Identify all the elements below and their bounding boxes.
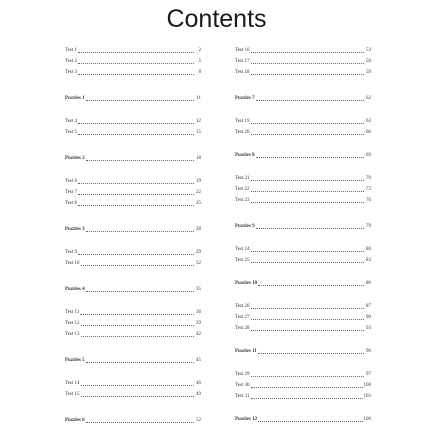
- toc-entry-puzzles[interactable]: [65, 355, 201, 364]
- toc-entry-label: Test 24: [235, 247, 250, 252]
- toc-entry-label: Test 7: [65, 190, 78, 195]
- toc-entry-label: Test 3: [65, 70, 78, 75]
- toc-entry-page-number: 5: [198, 59, 201, 64]
- toc-entry-test[interactable]: [65, 258, 201, 267]
- dot-leader: [251, 262, 364, 263]
- dot-leader: [251, 74, 364, 75]
- toc-entry-label: Puzzles 10: [235, 281, 258, 286]
- toc-entry-label: Test 29: [235, 372, 250, 377]
- toc-entry-label: Test 19: [235, 119, 250, 124]
- toc-entry-page-number: 96: [366, 349, 371, 354]
- toc-entry-test[interactable]: [235, 173, 371, 182]
- dot-leader: [81, 396, 194, 397]
- toc-entry-test[interactable]: [65, 187, 201, 196]
- toc-entry-page-number: 56: [366, 59, 371, 64]
- toc-entry-test[interactable]: [65, 127, 201, 136]
- toc-entry-test[interactable]: [65, 389, 201, 398]
- dot-leader: [78, 183, 194, 184]
- dot-leader: [81, 325, 194, 326]
- toc-entry-label: Puzzles 4: [65, 287, 85, 292]
- toc-entry-test[interactable]: [235, 195, 371, 204]
- toc-entry-label: Test 9: [65, 250, 78, 255]
- dot-leader: [78, 134, 194, 135]
- toc-entry-label: Test 15: [65, 392, 80, 397]
- toc-entry-test[interactable]: [65, 378, 201, 387]
- dot-leader: [86, 291, 194, 292]
- dot-leader: [251, 63, 364, 64]
- dot-leader: [251, 308, 364, 309]
- toc-entry-page-number: 86: [366, 281, 371, 286]
- toc-entry-page-number: 80: [366, 247, 371, 252]
- toc-entry-label: Test 12: [65, 321, 80, 326]
- dot-leader: [251, 202, 364, 203]
- toc-entry-test[interactable]: [235, 391, 371, 400]
- toc-entry-page-number: 25: [196, 201, 201, 206]
- toc-entry-test[interactable]: [235, 184, 371, 193]
- toc-entry-test[interactable]: [65, 318, 201, 327]
- toc-entry-label: Test 20: [235, 130, 250, 135]
- toc-entry-test[interactable]: [235, 56, 371, 65]
- toc-entry-label: Test 22: [235, 187, 250, 192]
- dot-leader: [251, 134, 364, 135]
- toc-entry-page-number: 103: [363, 394, 371, 399]
- toc-entry-page-number: 8: [198, 70, 201, 75]
- toc-entry-page-number: 90: [366, 315, 371, 320]
- dot-leader: [251, 180, 364, 181]
- toc-entry-page-number: 2: [198, 48, 201, 53]
- toc-entry-test[interactable]: [235, 116, 371, 125]
- dot-leader: [78, 52, 194, 53]
- dot-leader: [86, 362, 194, 363]
- dot-leader: [258, 353, 364, 354]
- toc-entry-label: Test 14: [65, 381, 80, 386]
- toc-entry-label: Puzzles 12: [235, 417, 258, 422]
- toc-left-column: [65, 0, 201, 433]
- toc-entry-page-number: 87: [366, 304, 371, 309]
- toc-entry-page-number: 79: [366, 224, 371, 229]
- toc-entry-page-number: 59: [366, 70, 371, 75]
- toc-entry-label: Test 21: [235, 176, 250, 181]
- toc-entry-label: Test 6: [65, 179, 78, 184]
- toc-entry-label: Test 25: [235, 258, 250, 263]
- dot-leader: [86, 422, 194, 423]
- dot-leader: [251, 398, 363, 399]
- dot-leader: [251, 123, 364, 124]
- toc-entry-puzzles[interactable]: [235, 221, 371, 230]
- page-title: Contents: [166, 5, 267, 33]
- toc-entry-page-number: 62: [366, 96, 371, 101]
- toc-entry-test[interactable]: [65, 45, 201, 54]
- dot-leader: [251, 387, 363, 388]
- toc-entry-page-number: 15: [196, 130, 201, 135]
- dot-leader: [251, 376, 364, 377]
- dot-leader: [86, 160, 194, 161]
- toc-entry-puzzles[interactable]: [235, 414, 371, 423]
- toc-entry-test[interactable]: [65, 176, 201, 185]
- toc-entry-label: Puzzles 3: [65, 227, 85, 232]
- toc-entry-page-number: 69: [366, 153, 371, 158]
- toc-entry-test[interactable]: [235, 244, 371, 253]
- toc-entry-label: Test 8: [65, 201, 78, 206]
- toc-entry-puzzles[interactable]: [65, 284, 201, 293]
- toc-entry-page-number: 97: [366, 372, 371, 377]
- toc-entry-page-number: 73: [366, 187, 371, 192]
- toc-entry-label: Test 2: [65, 59, 78, 64]
- toc-right-column: [235, 0, 371, 433]
- toc-entry-page-number: 49: [196, 392, 201, 397]
- toc-entry-label: Test 23: [235, 198, 250, 203]
- dot-leader: [251, 52, 364, 53]
- toc-entry-page-number: 12: [196, 119, 201, 124]
- dot-leader: [81, 265, 194, 266]
- toc-entry-page-number: 106: [363, 417, 371, 422]
- toc-entry-test[interactable]: [235, 380, 371, 389]
- toc-entry-page-number: 32: [196, 261, 201, 266]
- toc-entry-page-number: 83: [366, 258, 371, 263]
- dot-leader: [258, 285, 364, 286]
- toc-entry-page-number: 63: [366, 119, 371, 124]
- toc-entry-test[interactable]: [65, 198, 201, 207]
- toc-entry-label: Test 13: [65, 332, 80, 337]
- dot-leader: [78, 63, 194, 64]
- toc-entry-label: Puzzles 2: [65, 156, 85, 161]
- toc-entry-test[interactable]: [235, 67, 371, 76]
- toc-entry-label: Test 16: [235, 48, 250, 53]
- toc-entry-label: Test 31: [235, 394, 250, 399]
- toc-entry-page-number: 39: [196, 321, 201, 326]
- toc-entry-label: Test 26: [235, 304, 250, 309]
- toc-entry-test[interactable]: [65, 307, 201, 316]
- toc-entry-label: Test 27: [235, 315, 250, 320]
- toc-entry-test[interactable]: [235, 301, 371, 310]
- toc-entry-page-number: 66: [366, 130, 371, 135]
- dot-leader: [258, 421, 362, 422]
- toc-entry-page-number: 53: [366, 48, 371, 53]
- toc-entry-page-number: 46: [196, 381, 201, 386]
- toc-entry-test[interactable]: [235, 323, 371, 332]
- toc-entry-label: Puzzles 8: [235, 153, 255, 158]
- dot-leader: [78, 194, 194, 195]
- dot-leader: [251, 330, 364, 331]
- toc-entry-puzzles[interactable]: [65, 224, 201, 233]
- toc-entry-test[interactable]: [235, 312, 371, 321]
- toc-entry-page-number: 52: [196, 418, 201, 423]
- dot-leader: [81, 336, 194, 337]
- toc-entry-page-number: 35: [196, 287, 201, 292]
- toc-entry-label: Test 17: [235, 59, 250, 64]
- dot-leader: [256, 157, 364, 158]
- dot-leader: [86, 231, 194, 232]
- toc-entry-puzzles[interactable]: [65, 93, 201, 102]
- toc-entry-page-number: 36: [196, 310, 201, 315]
- toc-entry-label: Puzzles 6: [65, 418, 85, 423]
- dot-leader: [78, 74, 194, 75]
- toc-entry-label: Puzzles 9: [235, 224, 255, 229]
- toc-entry-label: Puzzles 7: [235, 96, 255, 101]
- toc-entry-label: Puzzles 5: [65, 358, 85, 363]
- dot-leader: [251, 191, 364, 192]
- toc-entry-page-number: 100: [363, 383, 371, 388]
- dot-leader: [78, 205, 194, 206]
- toc-entry-test[interactable]: [65, 116, 201, 125]
- toc-entry-page-number: 18: [196, 156, 201, 161]
- toc-entry-puzzles[interactable]: [235, 150, 371, 159]
- toc-entry-page-number: 29: [196, 250, 201, 255]
- dot-leader: [81, 385, 194, 386]
- toc-entry-test[interactable]: [235, 45, 371, 54]
- toc-entry-label: Test 11: [65, 310, 80, 315]
- toc-entry-test[interactable]: [235, 255, 371, 264]
- toc-entry-puzzles[interactable]: [65, 415, 201, 424]
- toc-entry-test[interactable]: [65, 247, 201, 256]
- toc-entry-page-number: 70: [366, 176, 371, 181]
- toc-entry-label: Test 30: [235, 383, 250, 388]
- toc-entry-puzzles[interactable]: [235, 278, 371, 287]
- toc-entry-test[interactable]: [65, 67, 201, 76]
- dot-leader: [251, 251, 364, 252]
- toc-entry-label: Test 28: [235, 326, 250, 331]
- toc-entry-page-number: 19: [196, 179, 201, 184]
- dot-leader: [78, 254, 194, 255]
- toc-entry-page-number: 11: [196, 96, 201, 101]
- dot-leader: [256, 228, 364, 229]
- toc-entry-puzzles[interactable]: [235, 93, 371, 102]
- dot-leader: [251, 319, 364, 320]
- toc-entry-puzzles[interactable]: [65, 153, 201, 162]
- toc-entry-test[interactable]: [65, 56, 201, 65]
- toc-entry-page-number: 45: [196, 358, 201, 363]
- toc-entry-page-number: 22: [196, 190, 201, 195]
- dot-leader: [78, 123, 194, 124]
- toc-entry-page-number: 42: [196, 332, 201, 337]
- toc-entry-label: Test 18: [235, 70, 250, 75]
- toc-entry-label: Puzzles 1: [65, 96, 85, 101]
- toc-entry-label: Test 1: [65, 48, 78, 53]
- dot-leader: [256, 100, 364, 101]
- toc-entry-label: Test 10: [65, 261, 80, 266]
- toc-entry-label: Test 4: [65, 119, 78, 124]
- dot-leader: [80, 314, 194, 315]
- dot-leader: [86, 100, 194, 101]
- toc-entry-label: Test 5: [65, 130, 78, 135]
- toc-entry-puzzles[interactable]: [235, 346, 371, 355]
- toc-entry-label: Puzzles 11: [235, 349, 257, 354]
- toc-entry-page-number: 76: [366, 198, 371, 203]
- toc-entry-page-number: 93: [366, 326, 371, 331]
- toc-entry-page-number: 28: [196, 227, 201, 232]
- toc-entry-test[interactable]: [65, 329, 201, 338]
- toc-entry-test[interactable]: [235, 369, 371, 378]
- toc-entry-test[interactable]: [235, 127, 371, 136]
